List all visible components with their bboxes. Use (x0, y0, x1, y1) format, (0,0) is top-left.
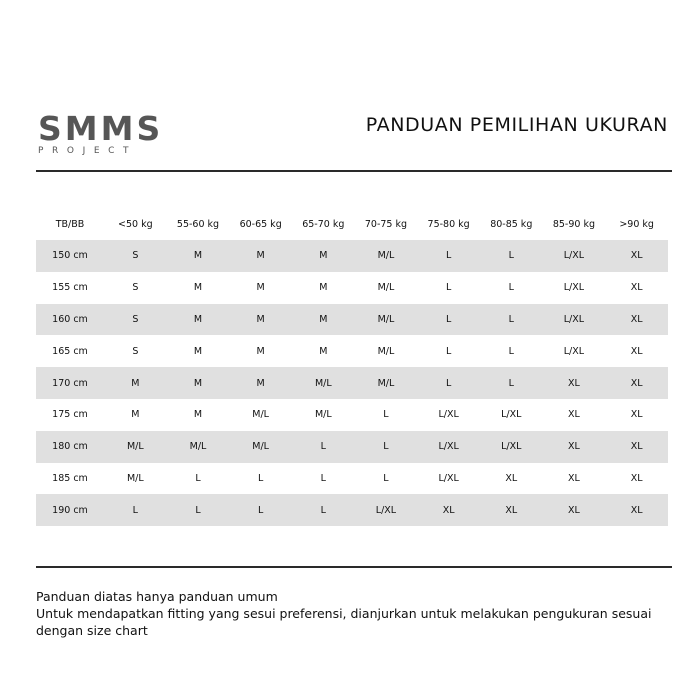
height-cell: 190 cm (36, 494, 104, 526)
table-row (36, 494, 668, 526)
header-cell: 75-80 kg (427, 218, 470, 230)
size-cell: M (193, 409, 203, 421)
size-cell: L (480, 304, 543, 336)
size-cell: L (292, 494, 355, 526)
top-divider (36, 170, 672, 172)
size-cell: M (229, 240, 292, 272)
size-cell: L/XL (563, 345, 585, 357)
size-cell: M/L (167, 431, 230, 463)
table-row (36, 399, 668, 431)
size-cell: XL (543, 367, 606, 399)
size-cell: M (193, 282, 203, 294)
size-cell: L/XL (543, 240, 606, 272)
size-cell: XL (630, 472, 643, 484)
size-cell: L/XL (543, 304, 606, 336)
size-cell: M/L (355, 304, 418, 336)
size-cell: XL (630, 409, 643, 421)
size-cell: S (132, 345, 139, 357)
size-cell: L (195, 472, 201, 484)
header-cell: 60-65 kg (239, 218, 282, 230)
page-title: PANDUAN PEMILIHAN UKURAN (365, 114, 668, 136)
size-cell: M (319, 282, 328, 294)
note-line: Panduan diatas hanya panduan umum (36, 589, 278, 604)
size-cell: L (229, 494, 292, 526)
header-cell: 80-85 kg (490, 218, 533, 230)
size-cell: L/XL (501, 409, 522, 421)
size-cell: M (256, 282, 265, 294)
size-cell: M (229, 367, 292, 399)
header-cell: 55-60 kg (176, 218, 220, 230)
size-cell: XL (543, 431, 606, 463)
height-cell: 170 cm (36, 367, 104, 399)
size-cell: L (445, 282, 452, 294)
size-chart-table (36, 208, 668, 526)
size-cell: L (167, 494, 230, 526)
size-cell: XL (417, 494, 480, 526)
size-cell: M/L (229, 431, 292, 463)
size-cell: L/XL (438, 409, 459, 421)
size-cell: XL (543, 494, 606, 526)
height-cell: 165 cm (52, 345, 88, 357)
size-cell: XL (605, 494, 668, 526)
table-row (36, 272, 668, 304)
size-cell: M (319, 345, 328, 357)
size-cell: XL (605, 431, 668, 463)
header-cell: <50 kg (118, 218, 153, 230)
brand-logo (38, 109, 168, 156)
size-cell: L (417, 367, 480, 399)
size-cell: L/XL (438, 472, 459, 484)
table-row (36, 335, 668, 367)
size-cell: M/L (355, 240, 418, 272)
size-cell: L (383, 472, 389, 484)
size-cell: XL (605, 240, 668, 272)
size-cell: XL (505, 472, 518, 484)
height-cell: 185 cm (52, 472, 88, 484)
table-row (36, 240, 668, 272)
size-cell: L (480, 240, 543, 272)
size-cell: M (167, 367, 230, 399)
size-cell: M/L (126, 472, 144, 484)
table-row (36, 367, 668, 399)
size-cell: L (417, 240, 480, 272)
size-cell: L/XL (480, 431, 543, 463)
size-cell: L (104, 494, 167, 526)
size-cell: M (292, 304, 355, 336)
table-row (36, 431, 668, 463)
size-cell: M (292, 240, 355, 272)
size-cell: M (131, 409, 140, 421)
size-cell: L (383, 409, 389, 421)
header-cell: 85-90 kg (552, 218, 595, 230)
size-cell: XL (568, 472, 580, 484)
size-cell: L (508, 282, 514, 294)
size-cell: M (193, 345, 203, 357)
size-cell: XL (480, 494, 543, 526)
size-cell: M (256, 345, 265, 357)
size-cell: L/XL (355, 494, 418, 526)
size-cell: M (167, 240, 230, 272)
brand-name: SMMS (38, 109, 164, 148)
size-cell: M (104, 367, 167, 399)
table-row (36, 463, 668, 495)
size-cell: L (355, 431, 418, 463)
size-cell: L (508, 345, 514, 357)
size-cell: M (167, 304, 230, 336)
bottom-divider (36, 566, 672, 568)
notes (36, 588, 686, 639)
size-cell: S (104, 304, 167, 336)
header-cell: 70-75 kg (364, 218, 408, 230)
size-cell: S (132, 282, 139, 294)
header-cell: >90 kg (619, 218, 654, 230)
size-cell: XL (605, 367, 668, 399)
size-cell: L (292, 431, 355, 463)
size-cell: M/L (377, 282, 395, 294)
size-cell: M/L (377, 345, 395, 357)
size-cell: M/L (104, 431, 167, 463)
note-line: Untuk mendapatkan fitting yang sesui preferensi, dianjurkan untuk melakukan pengukuran sesuai dengan size chart (36, 606, 652, 638)
size-cell: XL (568, 409, 580, 421)
size-cell: L (417, 304, 480, 336)
header-cell: TB/BB (55, 218, 85, 230)
size-cell: L/XL (417, 431, 480, 463)
height-cell: 150 cm (36, 240, 104, 272)
table-header-row (36, 208, 668, 240)
size-cell: L (320, 472, 326, 484)
size-cell: L (480, 367, 543, 399)
size-cell: L (257, 472, 264, 484)
size-cell: XL (630, 282, 643, 294)
size-cell: S (104, 240, 167, 272)
size-cell: L (445, 345, 452, 357)
height-cell: 175 cm (52, 409, 88, 421)
brand-sub: PROJECT (38, 146, 138, 156)
size-cell: M (229, 304, 292, 336)
size-cell: XL (605, 304, 668, 336)
size-cell: M/L (355, 367, 418, 399)
size-cell: M/L (314, 409, 332, 421)
table-row (36, 304, 668, 336)
height-cell: 160 cm (36, 304, 104, 336)
size-cell: M/L (252, 409, 269, 421)
height-cell: 180 cm (36, 431, 104, 463)
size-cell: XL (630, 345, 643, 357)
header-cell: 65-70 kg (302, 218, 345, 230)
height-cell: 155 cm (52, 282, 88, 294)
size-cell: M/L (292, 367, 355, 399)
size-cell: L/XL (563, 282, 585, 294)
